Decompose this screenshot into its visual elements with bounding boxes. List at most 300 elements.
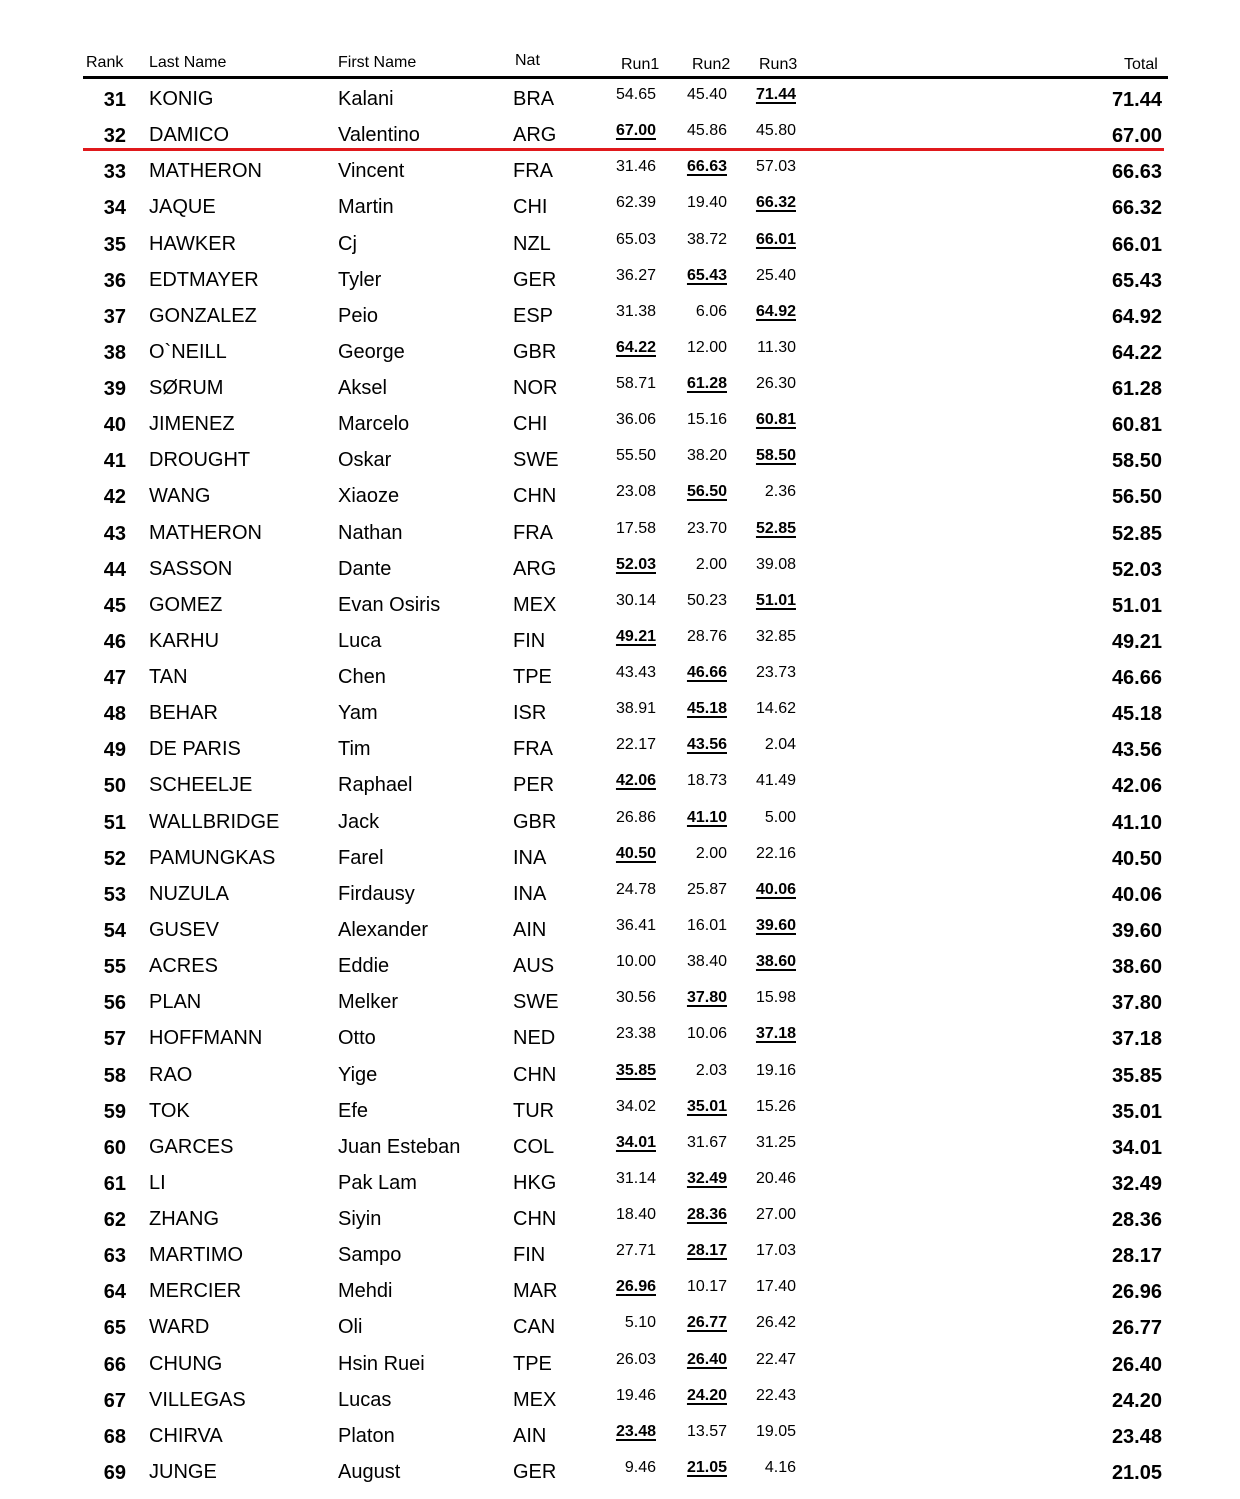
- run1-cell: 23.08: [615, 483, 656, 500]
- rank-cell: 43: [103, 523, 126, 545]
- nat-cell: HKG: [513, 1172, 557, 1194]
- run1-cell: 9.46: [624, 1459, 656, 1476]
- last-name-cell: MATHERON: [149, 160, 262, 182]
- nat-cell: CHN: [513, 1208, 557, 1230]
- total-cell: 66.01: [1111, 234, 1162, 256]
- rank-cell: 52: [103, 848, 126, 870]
- last-name-cell: KONIG: [149, 88, 214, 110]
- nat-cell: FIN: [513, 1244, 546, 1266]
- table-row: [0, 80, 1240, 116]
- table-row: [0, 369, 1240, 405]
- run2-cell: 21.05: [686, 1459, 727, 1476]
- nat-cell: TPE: [513, 666, 552, 688]
- nat-cell: INA: [513, 847, 547, 869]
- total-cell: 61.28: [1111, 378, 1162, 400]
- run3-cell: 17.40: [755, 1278, 796, 1295]
- table-row: [0, 152, 1240, 188]
- rank-cell: 45: [103, 595, 126, 617]
- last-name-cell: NUZULA: [149, 883, 230, 905]
- run3-cell: 52.85: [755, 520, 796, 537]
- first-name-cell: August: [338, 1461, 401, 1483]
- nat-cell: SWE: [513, 991, 559, 1013]
- nat-cell: NZL: [513, 233, 551, 255]
- last-name-cell: DROUGHT: [149, 449, 251, 471]
- run3-cell: 38.60: [755, 953, 796, 970]
- run2-cell: 28.36: [686, 1206, 727, 1223]
- last-name-cell: TAN: [149, 666, 188, 688]
- run3-cell: 22.43: [755, 1387, 796, 1404]
- nat-cell: ARG: [513, 124, 557, 146]
- run3-cell: 31.25: [755, 1134, 796, 1151]
- run3-cell: 45.80: [755, 122, 796, 139]
- run3-cell: 11.30: [757, 339, 796, 356]
- first-name-cell: Mehdi: [338, 1280, 393, 1302]
- run1-cell: 43.43: [615, 664, 656, 681]
- run2-cell: 28.17: [686, 1242, 727, 1259]
- first-name-cell: Kalani: [338, 88, 394, 110]
- last-name-cell: CHUNG: [149, 1353, 223, 1375]
- rank-cell: 50: [103, 775, 126, 797]
- table-row: [0, 550, 1240, 586]
- total-cell: 51.01: [1111, 595, 1162, 617]
- first-name-cell: Alexander: [338, 919, 429, 941]
- table-row: [0, 477, 1240, 513]
- run2-cell: 19.40: [686, 194, 727, 211]
- header-total: Total: [1124, 56, 1158, 73]
- rank-cell: 31: [103, 89, 126, 111]
- run3-cell: 66.01: [755, 231, 796, 248]
- run3-cell: 17.03: [755, 1242, 796, 1259]
- run1-cell: 31.46: [615, 158, 656, 175]
- first-name-cell: Aksel: [338, 377, 387, 399]
- header-rank: Rank: [86, 54, 124, 71]
- last-name-cell: SASSON: [149, 558, 233, 580]
- run2-cell: 12.00: [686, 339, 727, 356]
- total-cell: 38.60: [1111, 956, 1162, 978]
- total-cell: 71.44: [1111, 89, 1162, 111]
- table-row: [0, 730, 1240, 766]
- run2-cell: 13.57: [686, 1423, 727, 1440]
- run2-cell: 28.76: [686, 628, 727, 645]
- table-row: [0, 188, 1240, 224]
- nat-cell: PER: [513, 774, 555, 796]
- table-row: [0, 297, 1240, 333]
- rank-cell: 48: [103, 703, 126, 725]
- total-cell: 24.20: [1111, 1390, 1162, 1412]
- run2-cell: 25.87: [686, 881, 727, 898]
- run2-cell: 45.40: [686, 86, 727, 103]
- nat-cell: ESP: [513, 305, 554, 327]
- run2-cell: 24.20: [686, 1387, 727, 1404]
- last-name-cell: PAMUNGKAS: [149, 847, 276, 869]
- run1-cell: 38.91: [615, 700, 656, 717]
- last-name-cell: JAQUE: [149, 196, 216, 218]
- nat-cell: FIN: [513, 630, 546, 652]
- last-name-cell: JUNGE: [149, 1461, 217, 1483]
- first-name-cell: Luca: [338, 630, 382, 652]
- rank-cell: 66: [103, 1354, 126, 1376]
- rank-cell: 53: [103, 884, 126, 906]
- run1-cell: 17.58: [615, 520, 656, 537]
- run1-cell: 30.14: [615, 592, 656, 609]
- run2-cell: 26.77: [686, 1314, 727, 1331]
- rank-cell: 37: [103, 306, 126, 328]
- first-name-cell: Yam: [338, 702, 378, 724]
- total-cell: 28.36: [1111, 1209, 1162, 1231]
- total-cell: 56.50: [1111, 486, 1162, 508]
- nat-cell: CHN: [513, 1064, 557, 1086]
- run3-cell: 57.03: [755, 158, 796, 175]
- run1-cell: 64.22: [615, 339, 656, 356]
- last-name-cell: WALLBRIDGE: [149, 811, 280, 833]
- first-name-cell: Chen: [338, 666, 386, 688]
- table-row: [0, 622, 1240, 658]
- table-row: [0, 1417, 1240, 1453]
- run2-cell: 2.00: [695, 556, 727, 573]
- run3-cell: 39.08: [755, 556, 796, 573]
- run2-cell: 43.56: [686, 736, 727, 753]
- nat-cell: FRA: [513, 522, 553, 544]
- first-name-cell: Platon: [338, 1425, 395, 1447]
- first-name-cell: Evan Osiris: [338, 594, 441, 616]
- rank-cell: 65: [103, 1317, 126, 1339]
- nat-cell: AIN: [513, 919, 547, 941]
- first-name-cell: Farel: [338, 847, 384, 869]
- run1-cell: 35.85: [615, 1062, 656, 1079]
- total-cell: 49.21: [1111, 631, 1162, 653]
- last-name-cell: TOK: [149, 1100, 190, 1122]
- first-name-cell: Tim: [338, 738, 371, 760]
- run3-cell: 22.16: [755, 845, 796, 862]
- total-cell: 26.40: [1111, 1354, 1162, 1376]
- first-name-cell: Martin: [338, 196, 394, 218]
- nat-cell: MAR: [513, 1280, 558, 1302]
- run2-cell: 66.63: [686, 158, 727, 175]
- first-name-cell: Cj: [338, 233, 357, 255]
- run1-cell: 22.17: [615, 736, 656, 753]
- nat-cell: CHI: [513, 196, 548, 218]
- nat-cell: BRA: [513, 88, 555, 110]
- last-name-cell: MERCIER: [149, 1280, 242, 1302]
- table-row: [0, 261, 1240, 297]
- table-row: [0, 1092, 1240, 1128]
- first-name-cell: Juan Esteban: [338, 1136, 461, 1158]
- run1-cell: 36.06: [615, 411, 656, 428]
- first-name-cell: Raphael: [338, 774, 413, 796]
- table-row: [0, 1164, 1240, 1200]
- last-name-cell: DE PARIS: [149, 738, 241, 760]
- total-cell: 67.00: [1111, 125, 1162, 147]
- run1-cell: 10.00: [615, 953, 656, 970]
- nat-cell: NED: [513, 1027, 556, 1049]
- last-name-cell: WARD: [149, 1316, 210, 1338]
- first-name-cell: Oskar: [338, 449, 392, 471]
- run1-cell: 19.46: [615, 1387, 656, 1404]
- header-first-name: First Name: [338, 54, 417, 71]
- nat-cell: NOR: [513, 377, 558, 399]
- rank-cell: 36: [103, 270, 126, 292]
- last-name-cell: DAMICO: [149, 124, 229, 146]
- first-name-cell: Peio: [338, 305, 379, 327]
- header-nat: Nat: [515, 52, 540, 69]
- total-cell: 52.85: [1111, 523, 1162, 545]
- run1-cell: 23.48: [615, 1423, 656, 1440]
- run3-cell: 23.73: [755, 664, 796, 681]
- rank-cell: 44: [103, 559, 126, 581]
- total-cell: 21.05: [1111, 1462, 1162, 1484]
- last-name-cell: PLAN: [149, 991, 202, 1013]
- rank-cell: 62: [103, 1209, 126, 1231]
- table-row: [0, 947, 1240, 983]
- nat-cell: COL: [513, 1136, 555, 1158]
- run3-cell: 20.46: [755, 1170, 796, 1187]
- table-row: [0, 839, 1240, 875]
- run3-cell: 37.18: [755, 1025, 796, 1042]
- nat-cell: MEX: [513, 1389, 557, 1411]
- run2-cell: 61.28: [686, 375, 727, 392]
- run3-cell: 27.00: [755, 1206, 796, 1223]
- header-run2: Run2: [692, 56, 731, 73]
- table-row: [0, 405, 1240, 441]
- last-name-cell: GUSEV: [149, 919, 220, 941]
- run1-cell: 23.38: [615, 1025, 656, 1042]
- run3-cell: 26.30: [755, 375, 796, 392]
- table-row: [0, 514, 1240, 550]
- rank-cell: 49: [103, 739, 126, 761]
- run1-cell: 52.03: [615, 556, 656, 573]
- last-name-cell: MARTIMO: [149, 1244, 244, 1266]
- first-name-cell: Nathan: [338, 522, 403, 544]
- first-name-cell: Pak Lam: [338, 1172, 417, 1194]
- table-row: [0, 333, 1240, 369]
- last-name-cell: JIMENEZ: [149, 413, 235, 435]
- total-cell: 37.18: [1111, 1028, 1162, 1050]
- table-row: [0, 694, 1240, 730]
- last-name-cell: ACRES: [149, 955, 218, 977]
- total-cell: 32.49: [1111, 1173, 1162, 1195]
- total-cell: 40.50: [1111, 848, 1162, 870]
- last-name-cell: GOMEZ: [149, 594, 223, 616]
- rank-cell: 59: [103, 1101, 126, 1123]
- run3-cell: 15.98: [755, 989, 796, 1006]
- run2-cell: 32.49: [686, 1170, 727, 1187]
- first-name-cell: Yige: [338, 1064, 378, 1086]
- header-rule: [83, 76, 1168, 79]
- table-row: [0, 1236, 1240, 1272]
- rank-cell: 35: [103, 234, 126, 256]
- table-row: [0, 225, 1240, 261]
- run2-cell: 26.40: [686, 1351, 727, 1368]
- run1-cell: 31.14: [615, 1170, 656, 1187]
- total-cell: 66.63: [1111, 161, 1162, 183]
- run2-cell: 10.17: [686, 1278, 727, 1295]
- run3-cell: 5.00: [764, 809, 796, 826]
- rank-cell: 42: [103, 486, 126, 508]
- run2-cell: 45.86: [686, 122, 727, 139]
- rank-cell: 39: [103, 378, 126, 400]
- table-row: [0, 1056, 1240, 1092]
- run2-cell: 56.50: [686, 483, 727, 500]
- nat-cell: AUS: [513, 955, 555, 977]
- table-row: [0, 1272, 1240, 1308]
- nat-cell: GBR: [513, 811, 557, 833]
- rank-cell: 69: [103, 1462, 126, 1484]
- nat-cell: FRA: [513, 160, 553, 182]
- total-cell: 64.92: [1111, 306, 1162, 328]
- run1-cell: 36.27: [615, 267, 656, 284]
- total-cell: 41.10: [1111, 812, 1162, 834]
- last-name-cell: HOFFMANN: [149, 1027, 263, 1049]
- first-name-cell: Dante: [338, 558, 392, 580]
- run2-cell: 46.66: [686, 664, 727, 681]
- table-row: [0, 116, 1240, 152]
- last-name-cell: SØRUM: [149, 377, 224, 399]
- rank-cell: 68: [103, 1426, 126, 1448]
- nat-cell: FRA: [513, 738, 553, 760]
- table-row: [0, 1345, 1240, 1381]
- last-name-cell: SCHEELJE: [149, 774, 253, 796]
- header-last-name: Last Name: [149, 54, 227, 71]
- rank-cell: 32: [103, 125, 126, 147]
- run3-cell: 66.32: [755, 194, 796, 211]
- run2-cell: 38.20: [686, 447, 727, 464]
- last-name-cell: BEHAR: [149, 702, 218, 724]
- run1-cell: 5.10: [624, 1314, 656, 1331]
- run3-cell: 19.16: [755, 1062, 796, 1079]
- first-name-cell: George: [338, 341, 405, 363]
- total-cell: 43.56: [1111, 739, 1162, 761]
- run2-cell: 16.01: [686, 917, 727, 934]
- run2-cell: 38.40: [686, 953, 727, 970]
- last-name-cell: WANG: [149, 485, 211, 507]
- table-header: [0, 52, 1240, 76]
- total-cell: 39.60: [1111, 920, 1162, 942]
- rank-cell: 64: [103, 1281, 126, 1303]
- run2-cell: 41.10: [686, 809, 727, 826]
- first-name-cell: Sampo: [338, 1244, 402, 1266]
- rank-cell: 67: [103, 1390, 126, 1412]
- last-name-cell: EDTMAYER: [149, 269, 259, 291]
- run3-cell: 26.42: [755, 1314, 796, 1331]
- rank-cell: 58: [103, 1065, 126, 1087]
- run3-cell: 19.05: [755, 1423, 796, 1440]
- total-cell: 35.01: [1111, 1101, 1162, 1123]
- total-cell: 45.18: [1111, 703, 1162, 725]
- run1-cell: 26.86: [615, 809, 656, 826]
- table-row: [0, 658, 1240, 694]
- run3-cell: 32.85: [755, 628, 796, 645]
- table-row: [0, 983, 1240, 1019]
- run3-cell: 25.40: [755, 267, 796, 284]
- first-name-cell: Otto: [338, 1027, 376, 1049]
- rank-cell: 61: [103, 1173, 126, 1195]
- total-cell: 34.01: [1111, 1137, 1162, 1159]
- first-name-cell: Marcelo: [338, 413, 410, 435]
- total-cell: 23.48: [1111, 1426, 1162, 1448]
- first-name-cell: Vincent: [338, 160, 405, 182]
- nat-cell: ISR: [513, 702, 547, 724]
- first-name-cell: Melker: [338, 991, 399, 1013]
- total-cell: 58.50: [1111, 450, 1162, 472]
- run1-cell: 31.38: [615, 303, 656, 320]
- run1-cell: 55.50: [615, 447, 656, 464]
- run1-cell: 34.01: [615, 1134, 656, 1151]
- run1-cell: 30.56: [615, 989, 656, 1006]
- run2-cell: 45.18: [686, 700, 727, 717]
- table-row: [0, 1019, 1240, 1055]
- total-cell: 64.22: [1111, 342, 1162, 364]
- table-row: [0, 1453, 1240, 1489]
- run1-cell: 62.39: [615, 194, 656, 211]
- total-cell: 46.66: [1111, 667, 1162, 689]
- run2-cell: 15.16: [686, 411, 727, 428]
- header-run3: Run3: [759, 56, 798, 73]
- first-name-cell: Firdausy: [338, 883, 415, 905]
- run3-cell: 71.44: [755, 86, 796, 103]
- rank-cell: 40: [103, 414, 126, 436]
- table-row: [0, 441, 1240, 477]
- run1-cell: 26.03: [615, 1351, 656, 1368]
- total-cell: 66.32: [1111, 197, 1162, 219]
- run3-cell: 40.06: [755, 881, 796, 898]
- run1-cell: 34.02: [615, 1098, 656, 1115]
- run1-cell: 54.65: [615, 86, 656, 103]
- nat-cell: AIN: [513, 1425, 547, 1447]
- total-cell: 26.96: [1111, 1281, 1162, 1303]
- table-row: [0, 875, 1240, 911]
- last-name-cell: ZHANG: [149, 1208, 219, 1230]
- nat-cell: GBR: [513, 341, 557, 363]
- run1-cell: 40.50: [615, 845, 656, 862]
- run3-cell: 60.81: [755, 411, 796, 428]
- first-name-cell: Valentino: [338, 124, 420, 146]
- run2-cell: 38.72: [686, 231, 727, 248]
- run3-cell: 58.50: [755, 447, 796, 464]
- rank-cell: 46: [103, 631, 126, 653]
- run3-cell: 2.36: [764, 483, 796, 500]
- run2-cell: 50.23: [686, 592, 727, 609]
- last-name-cell: HAWKER: [149, 233, 237, 255]
- first-name-cell: Xiaoze: [338, 485, 400, 507]
- run3-cell: 41.49: [755, 772, 796, 789]
- last-name-cell: MATHERON: [149, 522, 262, 544]
- rank-cell: 55: [103, 956, 126, 978]
- rank-cell: 54: [103, 920, 126, 942]
- run3-cell: 4.16: [764, 1459, 796, 1476]
- table-row: [0, 1308, 1240, 1344]
- run1-cell: 36.41: [615, 917, 656, 934]
- rank-cell: 38: [103, 342, 126, 364]
- nat-cell: MEX: [513, 594, 557, 616]
- run3-cell: 22.47: [755, 1351, 796, 1368]
- nat-cell: CHN: [513, 485, 557, 507]
- table-row: [0, 1128, 1240, 1164]
- table-row: [0, 1381, 1240, 1417]
- nat-cell: CAN: [513, 1316, 556, 1338]
- rank-cell: 51: [103, 812, 126, 834]
- run2-cell: 2.03: [695, 1062, 727, 1079]
- last-name-cell: CHIRVA: [149, 1425, 223, 1447]
- last-name-cell: RAO: [149, 1064, 193, 1086]
- first-name-cell: Tyler: [338, 269, 382, 291]
- nat-cell: TPE: [513, 1353, 552, 1375]
- run2-cell: 65.43: [686, 267, 727, 284]
- rank-cell: 57: [103, 1028, 126, 1050]
- nat-cell: CHI: [513, 413, 548, 435]
- rank-cell: 63: [103, 1245, 126, 1267]
- last-name-cell: GONZALEZ: [149, 305, 257, 327]
- total-cell: 28.17: [1111, 1245, 1162, 1267]
